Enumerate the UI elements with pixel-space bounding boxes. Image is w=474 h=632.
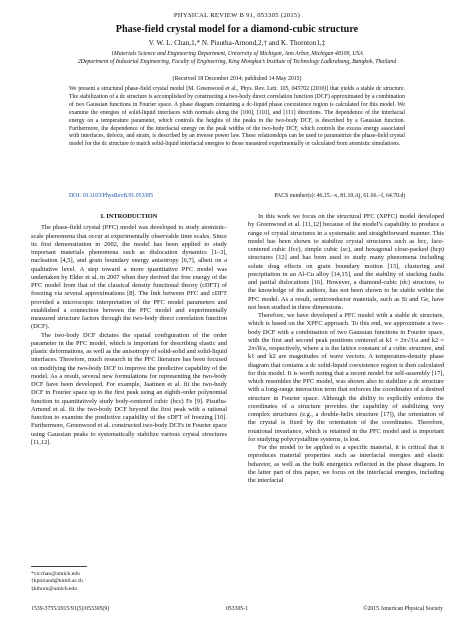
doi-link[interactable]: DOI: 10.1103/PhysRevB.91.053305 [69,193,154,199]
journal-header: PHYSICAL REVIEW B 91, 053305 (2015) [173,12,301,19]
paragraph: Therefore, we have developed a PFC model with a stable dc structure, which is based on the XPFC approach. To this end, we approximate a two-body DCF with a combination of two Gaussian functions in Fourier space, with the first and second peak positions centered at k1 = 2π√3/a and k2 = 2π√8/a, respectively, where a is the lattice constant of a cubic structure, and k1 and k2 are magnitudes of wave vectors. A temperature-density phase diagram that contains a dc solid-liquid coexistence region is then calculated for this model. It is worth noting that a recent model for self-assembly [17], which resembles the PFC model, was shown also to stabilize a dc structure with a long-range interaction term that enforces the coordinates of a desired structure in Fourier space. Although the ability to explicitly enforce the coordinates of a structure provides the capability of stabilizing very complex structures (e.g., a double-helix structure [17]), the orientation of the crystal is fixed by the orientation of the coordinates. Therefore, rotational invariance, which is retained in the PFC model and is important for studying polycrystalline systems, is lost. [248,312,444,443]
paragraph: The phase-field crystal (PFC) model was developed to study atomistic-scale phenomena that occur at experimentally observable time scales. Since its first demonstration in 2002, the model has been applied to study important materials phenomena such as dislocation dynamics [1–3], nucleation [4,5], and grain boundary energy anisotropy [6,7], albeit on a qualitative level. A step toward a more quantitative PFC model was undertaken by Elder et al. in 2007 when they derived the free energy of the PFC model from that of the classical density functional theory (cDFT) of freezing via several approximations [8]. The link between PFC and cDFT provided a microscopic interpretation of the PFC model parameters and established a connection between the PFC model and experimentally measured structure factors through the two-body direct correlation function (DCF). [31,224,227,331]
received-date: (Received 18 December 2014; published 14 May 2015) [172,76,302,82]
paper-title: Phase-field crystal model for a diamond-cubic structure [115,24,359,35]
author-list: V. W. L. Chan,1,* N. Pisutha-Arnond,2,† and K. Thornton1,‡ [148,39,326,47]
copyright: ©2015 American Physical Society [363,606,443,612]
affiliation-2: 2Department of Industrial Engineering, Faculty of Engineering, King Mongkut’s Institute of Technology Ladkrabang, Bangkok, Thailand [77,59,397,65]
paragraph: In this work we focus on the structural PFC (XPFC) model developed by Greenwood et al. [11,12] because of the model’s capability to produce a range of crystal structures in a systematic and straightforward manner. This model has been shown to stabilize crystal structures such as bcc, face-centered cubic (fcc), simple cubic (sc), and hexagonal close-packed (hcp) structures [12] and has been used to study many phenomena including solute drag effects on grain boundary motion [13], clustering and precipitation in an Al-Cu alloy [14,15], and the stability of stacking faults and partial dislocations [16]. However, a diamond-cubic (dc) structure, to the knowledge of the authors, has not been shown to be stable within the PFC model. As a result, semiconductor materials, such as Si and Ge, have not been studied in three dimensions. [248,213,444,311]
footnote-email[interactable]: *vicchan@umich.edu [31,571,80,577]
footnote-email[interactable]: ‡kthorn@umich.edu [31,585,78,592]
doi-pacs-line [69,193,405,199]
pacs-numbers: PACS number(s): 46.15.−x, 81.10.Aj, 61.66.−f, 64.70.dj [274,193,405,199]
footnote-email[interactable]: †kpnirand@kmitl.ac.th [31,578,83,585]
issn-code: 1539-3755/2015/91(5)/053305(9) [31,606,110,612]
footnotes [31,571,227,593]
abstract: We present a structural phase-field crystal model [M. Greenwood et al., Phys. Rev. Lett. 105, 045702 (2010)] that yields a stable dc structure. The stabilization of a dc structure is accomplished by constructing a two-body direct correlation function (DCF) approximated by a combination of two Gaussian functions in Fourier space. A phase diagram containing a dc-liquid phase coexistence region is calculated for this model. We examine the energies of solid-liquid interfaces with normals along the [100], [110], and [111] directions. The dependence of the interfacial energy on a temperature parameter, which controls the heights of the peaks in the two-body DCF, is described by a Gaussian function. Furthermore, the dependence of the interfacial energy on the peak widths of the two-body DCF, which controls the excess energy associated with interfaces, defects, and strain, is described by an inverse power law. These relationships can be used to parametrize the phase-field crystal model for the dc structure to match solid-liquid interfacial energies to those measured experimentally or calculated from atomistic simulations. [69,86,405,148]
paragraph: For the model to be applied to a specific material, it is critical that it reproduces material properties such as interfacial energies and elastic behavior, as well as the bulk energetics reflected in the phase diagram. In the latter part of this paper, we focus on the interfacial energies, including the interfacial [248,444,444,484]
footnote-divider [31,566,87,567]
affiliation-1: 1Materials Science and Engineering Department, University of Michigan, Ann Arbor, Michigan 48109, USA [111,51,363,57]
section-heading: I. INTRODUCTION [100,213,158,220]
left-column [31,213,227,447]
right-column [248,213,444,485]
paragraph: The two-body DCF dictates the spatial configuration of the order parameter in the PFC model, which is important for describing elastic and plastic deformations, as well as the anisotropy of solid-solid and solid-liquid interfaces. Therefore, much research in the PFC literature has been focused on modifying the two-body DCF to improve the predictive capability of the model. As a result, several new formulations for representing the two-body DCF have been developed. For example, Jaatinen et al. fit the two-body DCF in Fourier space up to the first peak using an eighth-order polynomial function to quantitatively study body-centered cubic (bcc) Fe [9]. Pisutha-Arnond et al. fit the two-body DCF beyond the first peak with a rational function to examine the predictive capability of the cDFT of freezing [10]. Furthermore, Greenwood et al. constructed two-body DCFs in Fourier space using Gaussian peaks to systematically stabilize various crystal structures [11,12]. [31,331,227,446]
page-number: 053305-1 [225,606,249,612]
